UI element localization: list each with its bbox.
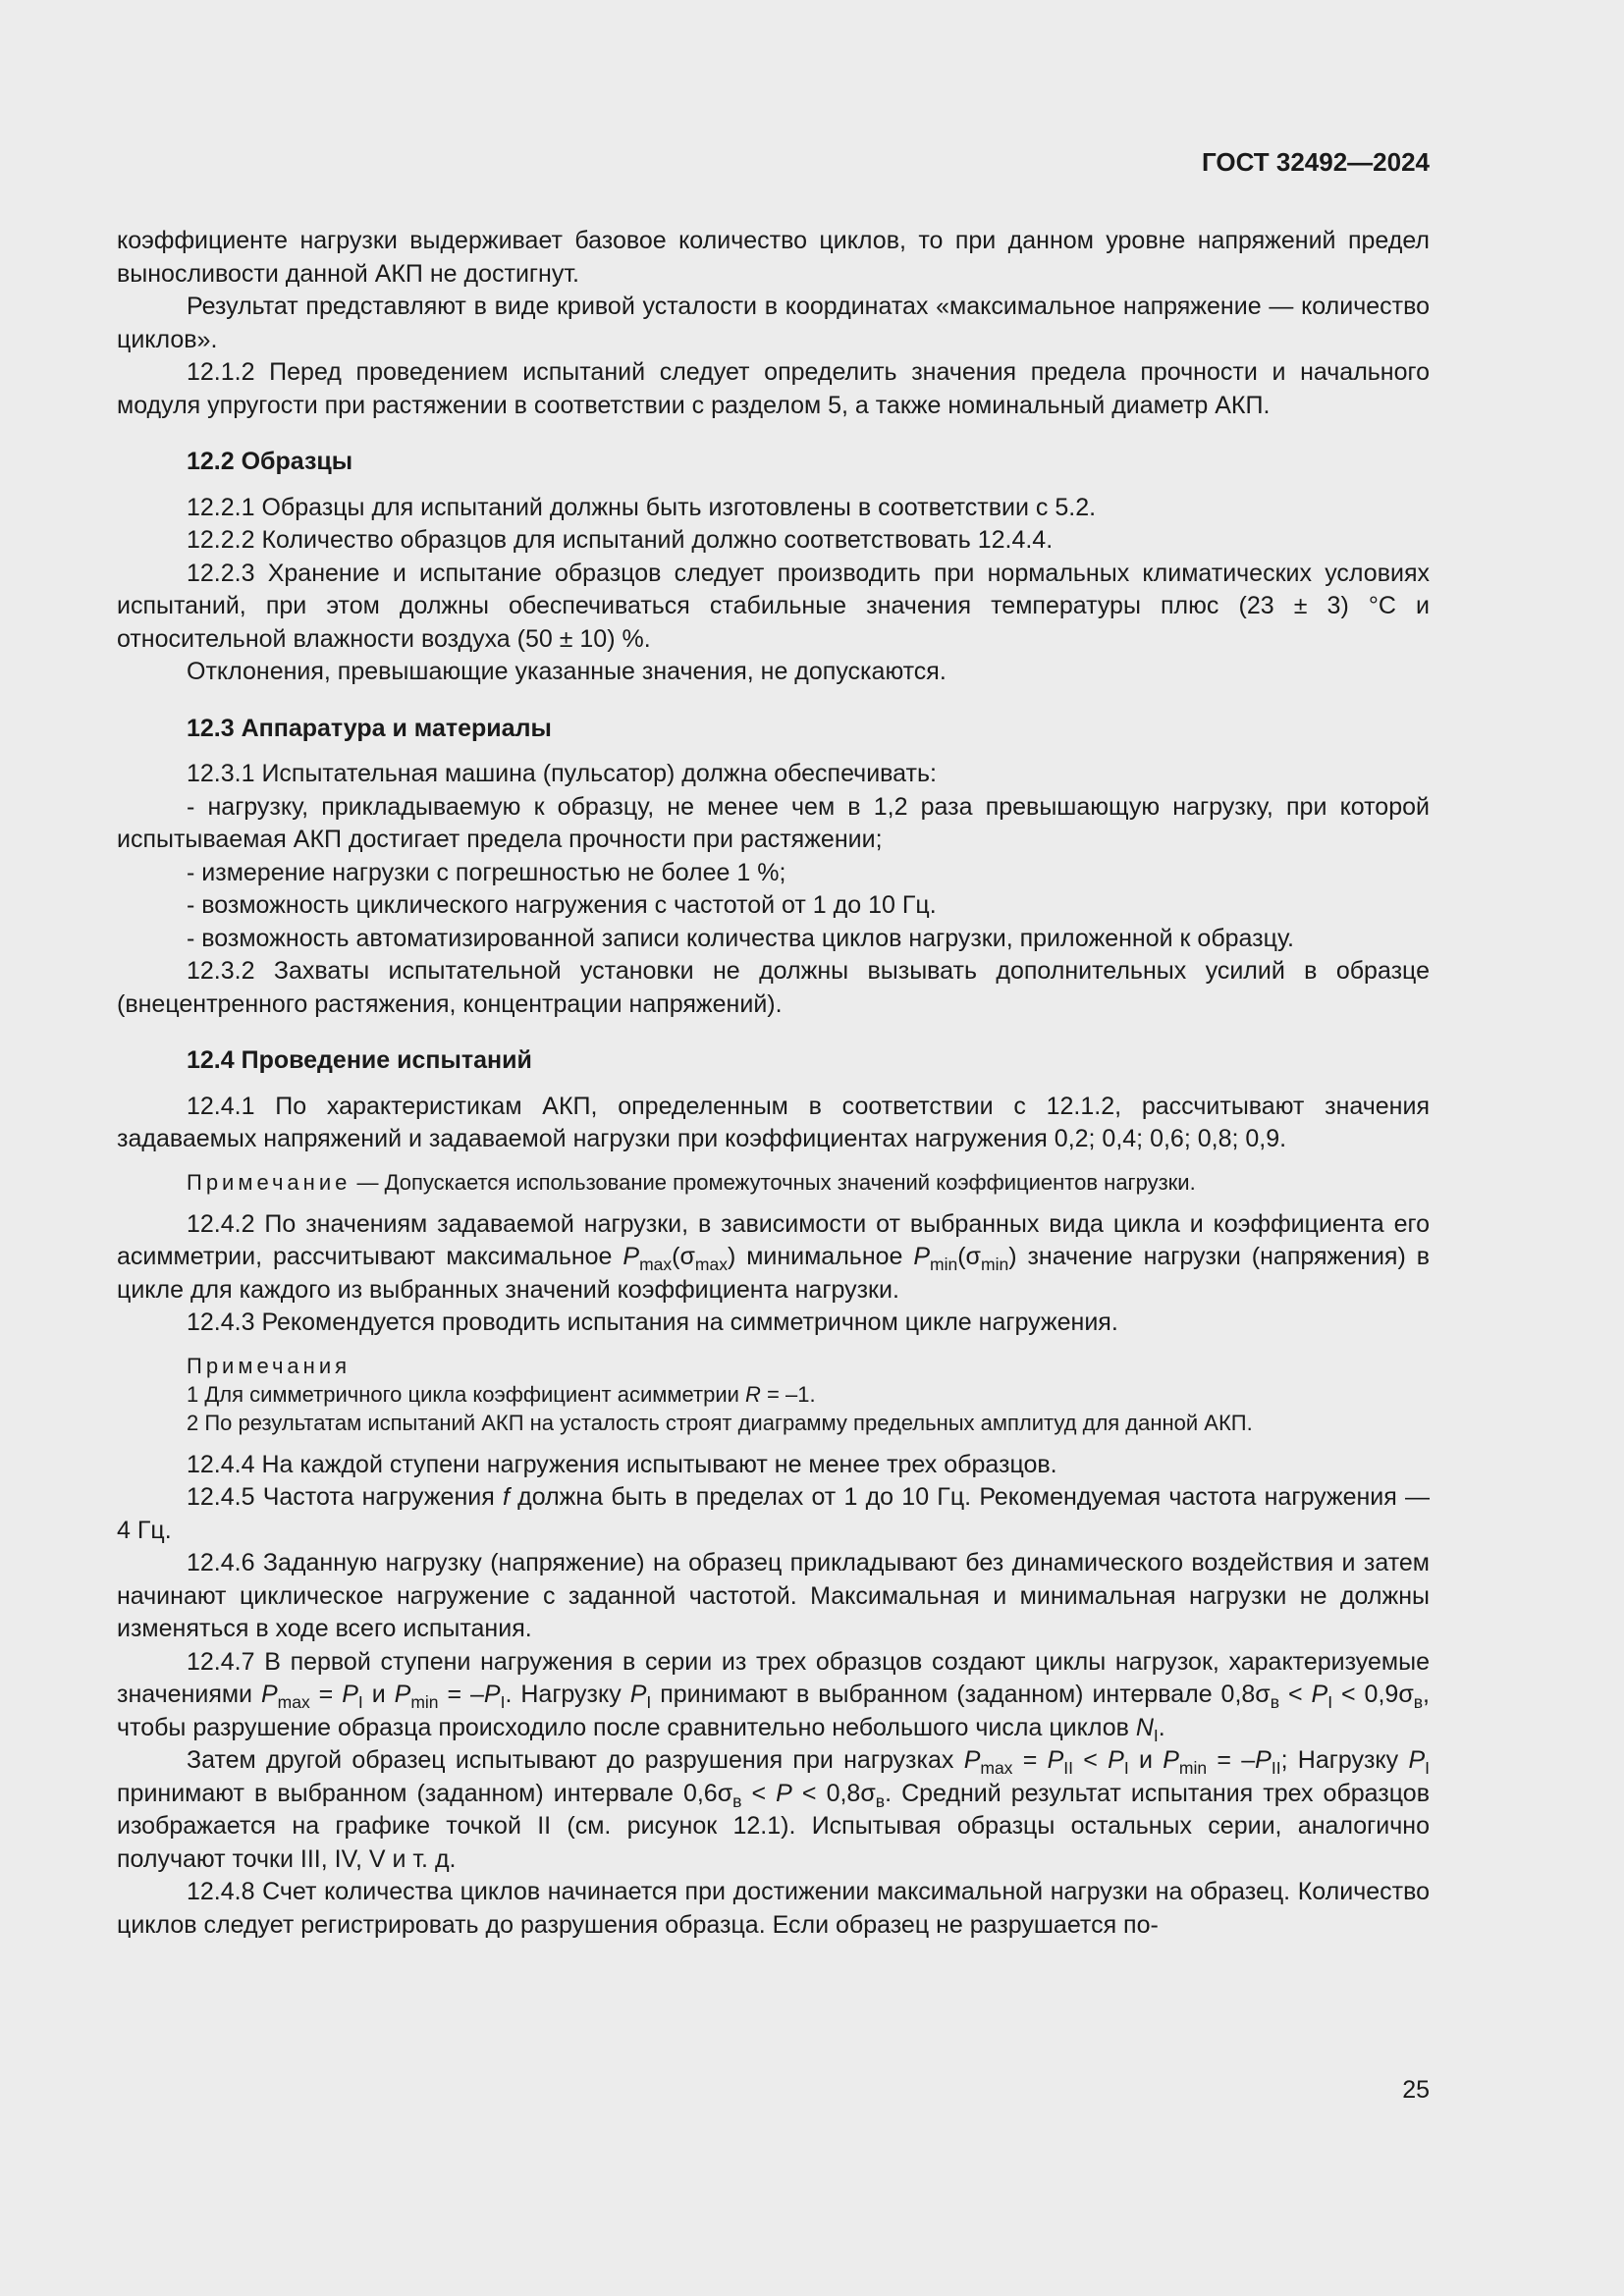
paragraph-12-3-2: 12.3.2 Захваты испытательной установки не должны вызывать дополнительных усилий в образце (внецентренного растяжения, концентрации напряжений). [117,957,1430,1018]
note-label: Примечание [187,1169,352,1195]
paragraph-12-4-5: 12.4.5 Частота нагружения f должна быть в пределах от 1 до 10 Гц. Рекомендуемая частота нагружения — 4 Гц. [117,1483,1430,1544]
section-heading-12-2: 12.2 Образцы [187,448,353,475]
section-heading-12-4: 12.4 Проведение испытаний [187,1046,532,1074]
document-body [117,225,1430,1942]
note-text: — Допускается использование промежуточных значений коэффициентов нагрузки. [351,1169,1196,1195]
list-item: - измерение нагрузки с погрешностью не более 1 %; [187,858,786,886]
paragraph: Затем другой образец испытывают до разрушения при нагрузках $P_{max} = P_{II} < P_I$ и $P_{min} = -P_{II}$; Нагрузку $P_I$ принимают в выбранном (заданном) интервале $0,6\sigma_в < P < 0,8\sigma_в$. Средний результат испытания трех образцов изображается на графике точкой II (см. рисунок 12.1). Испытывая образцы остальных серии, аналогично получают точки III, IV, V и т. д. [117,1746,1430,1873]
paragraph: Результат представляют в виде кривой усталости в координатах «максимальное напряжение — количество циклов». [117,293,1430,353]
paragraph-12-4-2: 12.4.2 По значениям задаваемой нагрузки, в зависимости от выбранных вида цикла и коэффициента его асимметрии, рассчитывают максимальное $P_{max}(\sigma_{max})$ минимальное $P_{min}(\sigma_{min})$ значение нагрузки (напряжения) в цикле для каждого из выбранных значений коэффициента нагрузки. [117,1209,1430,1304]
paragraph-12-2-3: 12.2.3 Хранение и испытание образцов следует производить при нормальных климатических условиях испытаний, при этом должны обеспечиваться стабильные значения температуры плюс (23 ± 3) °С и относительной влажности воздуха (50 ± 10) %. [117,559,1430,653]
paragraph: коэффициенте нагрузки выдерживает базовое количество циклов, то при данном уровне напряжений предел выносливости данной АКП не достигнут. [117,227,1430,288]
paragraph-12-4-4: 12.4.4 На каждой ступени нагружения испытывают не менее трех образцов. [187,1450,1057,1478]
list-item: - нагрузку, прикладываемую к образцу, не менее чем в 1,2 раза превышающую нагрузку, при которой испытываемая АКП достигает предела прочности при растяжении; [117,792,1430,853]
paragraph-12-1-2: 12.1.2 Перед проведением испытаний следует определить значения предела прочности и начального модуля упругости при растяжении в соответствии с разделом 5, а также номинальный диаметр АКП. [117,358,1430,419]
note-item: 2 По результатам испытаний АКП на усталость строят диаграмму предельных амплитуд для данной АКП. [187,1410,1253,1435]
document-code: ГОСТ 32492—2024 [1202,147,1430,177]
note [117,1168,1430,1197]
paragraph-12-4-8: 12.4.8 Счет количества циклов начинается при достижении максимальной нагрузки на образец. Количество циклов следует регистрировать до разрушения образца. Если образец не разрушается по- [117,1878,1430,1939]
paragraph-12-4-6: 12.4.6 Заданную нагрузку (напряжение) на образец прикладывают без динамического воздействия и затем начинают циклическое нагружение с заданной частотой. Максимальная и минимальная нагрузки не должны изменяться в ходе всего испытания. [117,1549,1430,1642]
notes-block [117,1352,1430,1437]
list-item: - возможность автоматизированной записи количества циклов нагрузки, приложенной к образцу. [187,924,1294,952]
paragraph-12-2-1: 12.2.1 Образцы для испытаний должны быть изготовлены в соответствии с 5.2. [187,493,1097,521]
paragraph: Отклонения, превышающие указанные значения, не допускаются. [187,658,947,685]
paragraph-12-4-1: 12.4.1 По характеристикам АКП, определенным в соответствии с 12.1.2, рассчитывают значения задаваемых напряжений и задаваемой нагрузки при коэффициентах нагружения 0,2; 0,4; 0,6; 0,8; 0,9. [117,1092,1430,1152]
list-item: - возможность циклического нагружения с частотой от 1 до 10 Гц. [187,891,937,919]
notes-label: Примечания [187,1353,352,1378]
paragraph-12-3-1: 12.3.1 Испытательная машина (пульсатор) должна обеспечивать: [187,760,937,787]
paragraph-12-4-3: 12.4.3 Рекомендуется проводить испытания на симметричном цикле нагружения. [187,1308,1118,1336]
note-item: 1 Для симметричного цикла коэффициент асимметрии R = –1. [187,1381,816,1407]
paragraph-12-4-7: 12.4.7 В первой ступени нагружения в серии из трех образцов создают циклы нагрузок, характеризуемые значениями $P_{max} = P_I$ и $P_{min} = -P_I$. Нагрузку $P_I$ принимают в выбранном (заданном) интервале $0,8\sigma_в < P_I < 0,9\sigma_в$, чтобы разрушение образца происходило после сравнительно небольшого числа циклов $N_I$. [117,1647,1430,1745]
paragraph-12-2-2: 12.2.2 Количество образцов для испытаний должно соответствовать 12.4.4. [187,526,1054,554]
section-heading-12-3: 12.3 Аппаратура и материалы [187,714,552,742]
page-number: 25 [1402,2076,1430,2104]
